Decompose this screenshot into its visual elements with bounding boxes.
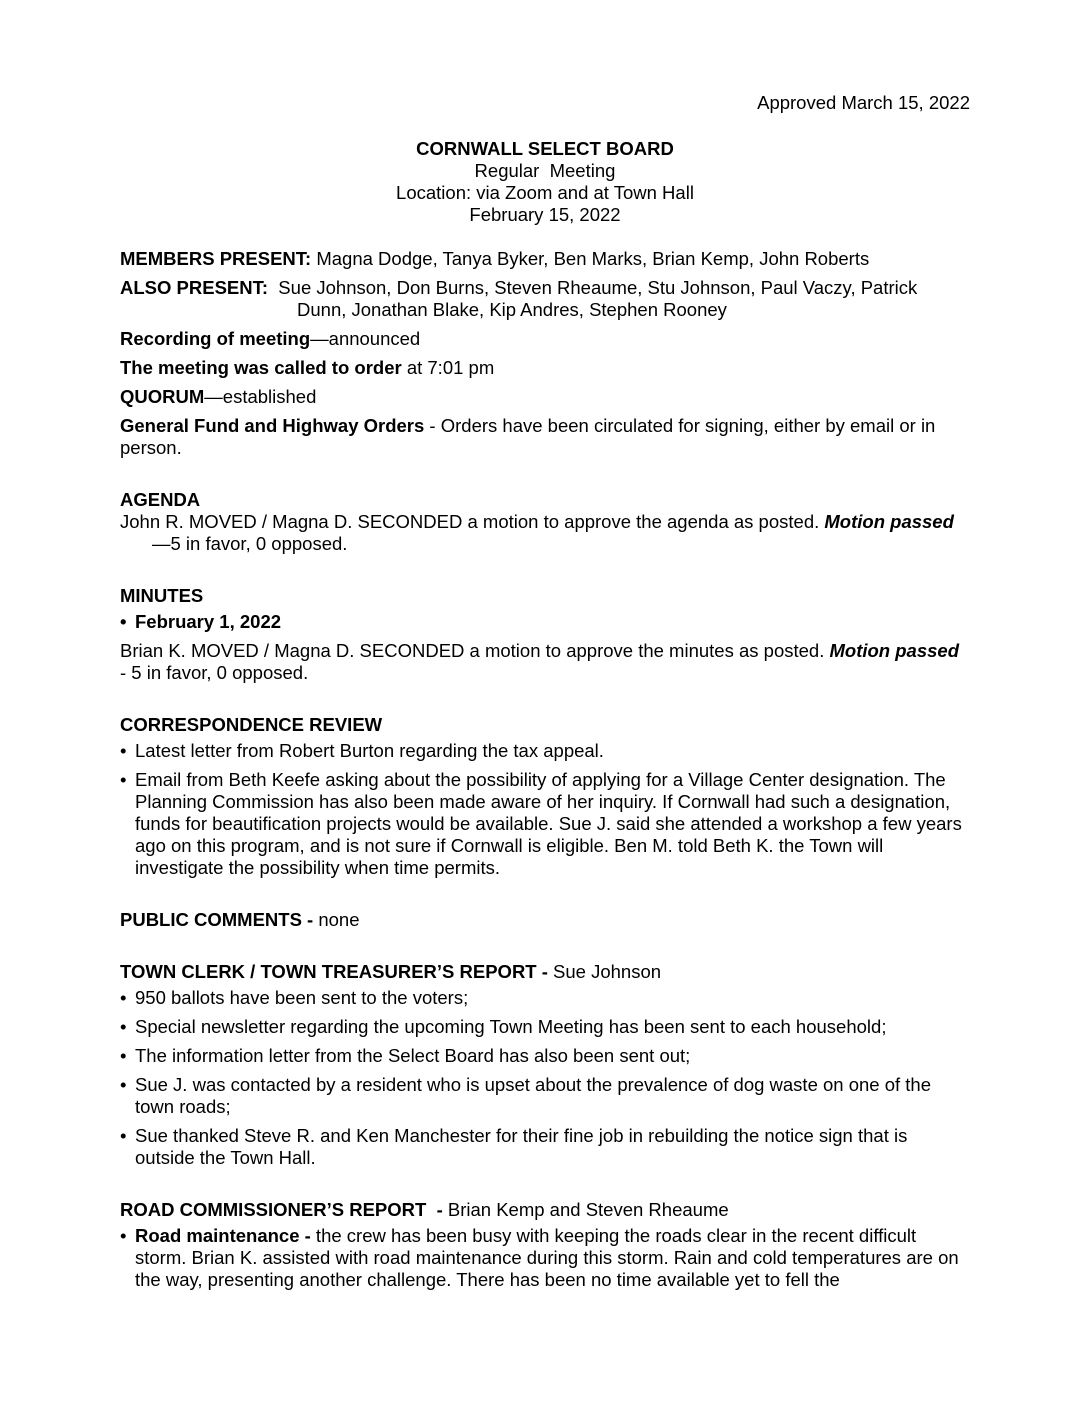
list-item: • Sue thanked Steve R. and Ken Manchester for their fine job in rebuilding the notice sign that is outside the Town Hall. [120,1125,970,1169]
public-comments-section [120,909,970,931]
recording-label: Recording of meeting [120,328,311,349]
agenda-motion-status: Motion passed [824,511,954,532]
road-report-heading-line [120,1199,970,1221]
clerk-report-presenter: Sue Johnson [547,961,662,982]
list-item: • The information letter from the Select Board has also been sent out; [120,1045,970,1067]
meeting-date: February 15, 2022 [469,204,621,225]
also-list: Sue Johnson, Don Burns, Steven Rheaume, Stu Johnson, Paul Vaczy, Patrick Dunn, Jonathan Blake, Kip Andres, Stephen Rooney [268,277,923,320]
list-item: • Email from Beth Keefe asking about the possibility of applying for a Village Center designation. The Planning Commission has also been made aware of her inquiry. If Cornwall had such a designation, funds for beautification projects would be available. Sue J. said she attended a workshop a few years ago on this program, and is not sure if Cornwall is eligible. Ben M. told Beth K. the Town will investigate the possibility when time permits. [120,769,970,879]
road-report-section [120,1199,970,1291]
public-comments-line [120,909,970,931]
clerk-report-section [120,961,970,1169]
minutes-motion [120,640,970,684]
road-maintenance-text: the crew has been busy with keeping the roads clear in the recent difficult storm. Brian K. assisted with road maintenance during this storm. Rain and cold temperatures are on the way, presenting another challenge. There has been no time available yet to fell the [135,1225,959,1290]
correspondence-heading: CORRESPONDENCE REVIEW [120,714,383,735]
agenda-motion-text: John R. MOVED / Magna D. SECONDED a motion to approve the agenda as posted. [120,511,825,532]
minutes-motion-text: Brian K. MOVED / Magna D. SECONDED a motion to approve the minutes as posted. [120,640,830,661]
road-maintenance-label: Road maintenance - [135,1225,311,1246]
minutes-motion-result: - 5 in favor, 0 opposed. [120,662,309,683]
minutes-document [120,92,970,1298]
meeting-location: Location: via Zoom and at Town Hall [396,182,694,203]
minutes-item-date: • February 1, 2022 [120,611,970,633]
recording-text: —announced [310,328,421,349]
orders-line [120,415,970,459]
orders-text: - Orders have been circulated for signing, either by email or in person. [120,415,936,458]
meeting-type: Regular Meeting [474,160,616,181]
also-present [120,277,970,321]
minutes-list [120,611,970,633]
also-label: ALSO PRESENT: [120,277,269,298]
call-to-order-line [120,357,970,379]
road-report-heading: ROAD COMMISSIONER’S REPORT - [120,1199,443,1220]
public-comments-heading: PUBLIC COMMENTS - [120,909,314,930]
quorum-line [120,386,970,408]
road-report-presenter: Brian Kemp and Steven Rheaume [442,1199,729,1220]
org-title: CORNWALL SELECT BOARD [416,138,674,159]
approval-note: Approved March 15, 2022 [757,92,970,113]
quorum-text: —established [204,386,317,407]
members-label: MEMBERS PRESENT: [120,248,312,269]
call-to-order-text: at 7:01 pm [401,357,495,378]
list-item: • Special newsletter regarding the upcoming Town Meeting has been sent to each household; [120,1016,970,1038]
list-item: • 950 ballots have been sent to the voters; [120,987,970,1009]
list-item: • Latest letter from Robert Burton regarding the tax appeal. [120,740,970,762]
agenda-motion [120,511,970,555]
road-report-list [120,1225,970,1291]
public-comments-text: none [313,909,360,930]
list-item: • Sue J. was contacted by a resident who is upset about the prevalence of dog waste on one of the town roads; [120,1074,970,1118]
agenda-section [120,489,970,555]
agenda-heading: AGENDA [120,489,201,510]
correspondence-section [120,714,970,879]
clerk-report-heading-line [120,961,970,983]
list-item [120,1225,970,1291]
call-to-order-label: The meeting was called to order [120,357,402,378]
clerk-report-list [120,987,970,1169]
minutes-heading: MINUTES [120,585,204,606]
orders-label: General Fund and Highway Orders [120,415,425,436]
minutes-section [120,585,970,684]
agenda-motion-result: —5 in favor, 0 opposed. [152,533,348,554]
members-list: Magna Dodge, Tanya Byker, Ben Marks, Brian Kemp, John Roberts [311,248,870,269]
recording-line [120,328,970,350]
document-header [120,138,970,226]
clerk-report-heading: TOWN CLERK / TOWN TREASURER’S REPORT - [120,961,548,982]
minutes-motion-status: Motion passed [829,640,959,661]
correspondence-list [120,740,970,879]
quorum-label: QUORUM [120,386,205,407]
members-present [120,248,970,270]
